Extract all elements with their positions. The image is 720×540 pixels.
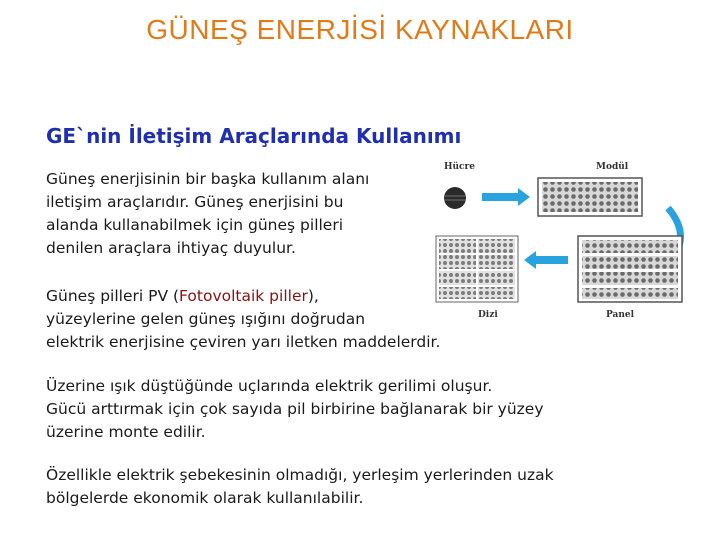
text-line: Üzerine ışık düştüğünde uçlarında elektrik gerilimi oluşur. (46, 377, 493, 395)
text-line: bölgelerde ekonomik olarak kullanılabilir. (46, 489, 364, 507)
text-fragment: Güneş pilleri PV ( (46, 287, 180, 305)
cell-label: Hücre (444, 162, 475, 172)
text-line: denilen araçlara ihtiyaç duyulur. (46, 239, 296, 257)
diagram-graphics (430, 158, 700, 330)
text-line: Gücü arttırmak için çok sayıda pil birbirine bağlanarak bir yüzey (46, 400, 544, 418)
text-line: alanda kullanabilmek için güneş pilleri (46, 216, 344, 234)
text-line: Özellikle elektrik şebekesinin olmadığı, yerleşim yerlerinden uzak (46, 466, 554, 484)
solar-module-icon (538, 178, 642, 216)
panel-label: Panel (606, 310, 635, 320)
arrow-right-icon (482, 188, 530, 206)
paragraph-voltage (46, 375, 666, 444)
text-line: iletişim araçlarıdır. Güneş enerjisini bu (46, 193, 344, 211)
page-title: GÜNEŞ ENERJİSİ KAYNAKLARI (146, 14, 574, 45)
array-label: Dizi (478, 310, 498, 320)
solar-hierarchy-diagram (430, 158, 700, 330)
solar-array-icon (436, 236, 518, 302)
text-line: üzerine monte edilir. (46, 423, 206, 441)
solar-panel-icon (578, 236, 682, 302)
module-label: Modül (596, 162, 629, 172)
section-heading: GE`nin İletişim Araçlarında Kullanımı (46, 124, 462, 148)
solar-cell-icon (444, 187, 466, 209)
text-line: elektrik enerjisine çeviren yarı iletken maddelerdir. (46, 333, 441, 351)
highlighted-term: Fotovoltaik piller (179, 287, 308, 305)
paragraph-economic-use (46, 464, 666, 510)
paragraph-intro (46, 168, 416, 260)
text-line: yüzeylerine gelen güneş ışığını doğrudan (46, 310, 366, 328)
text-fragment: ), (307, 287, 319, 305)
text-line: Güneş enerjisinin bir başka kullanım alanı (46, 170, 370, 188)
arrow-left-icon (524, 251, 568, 269)
